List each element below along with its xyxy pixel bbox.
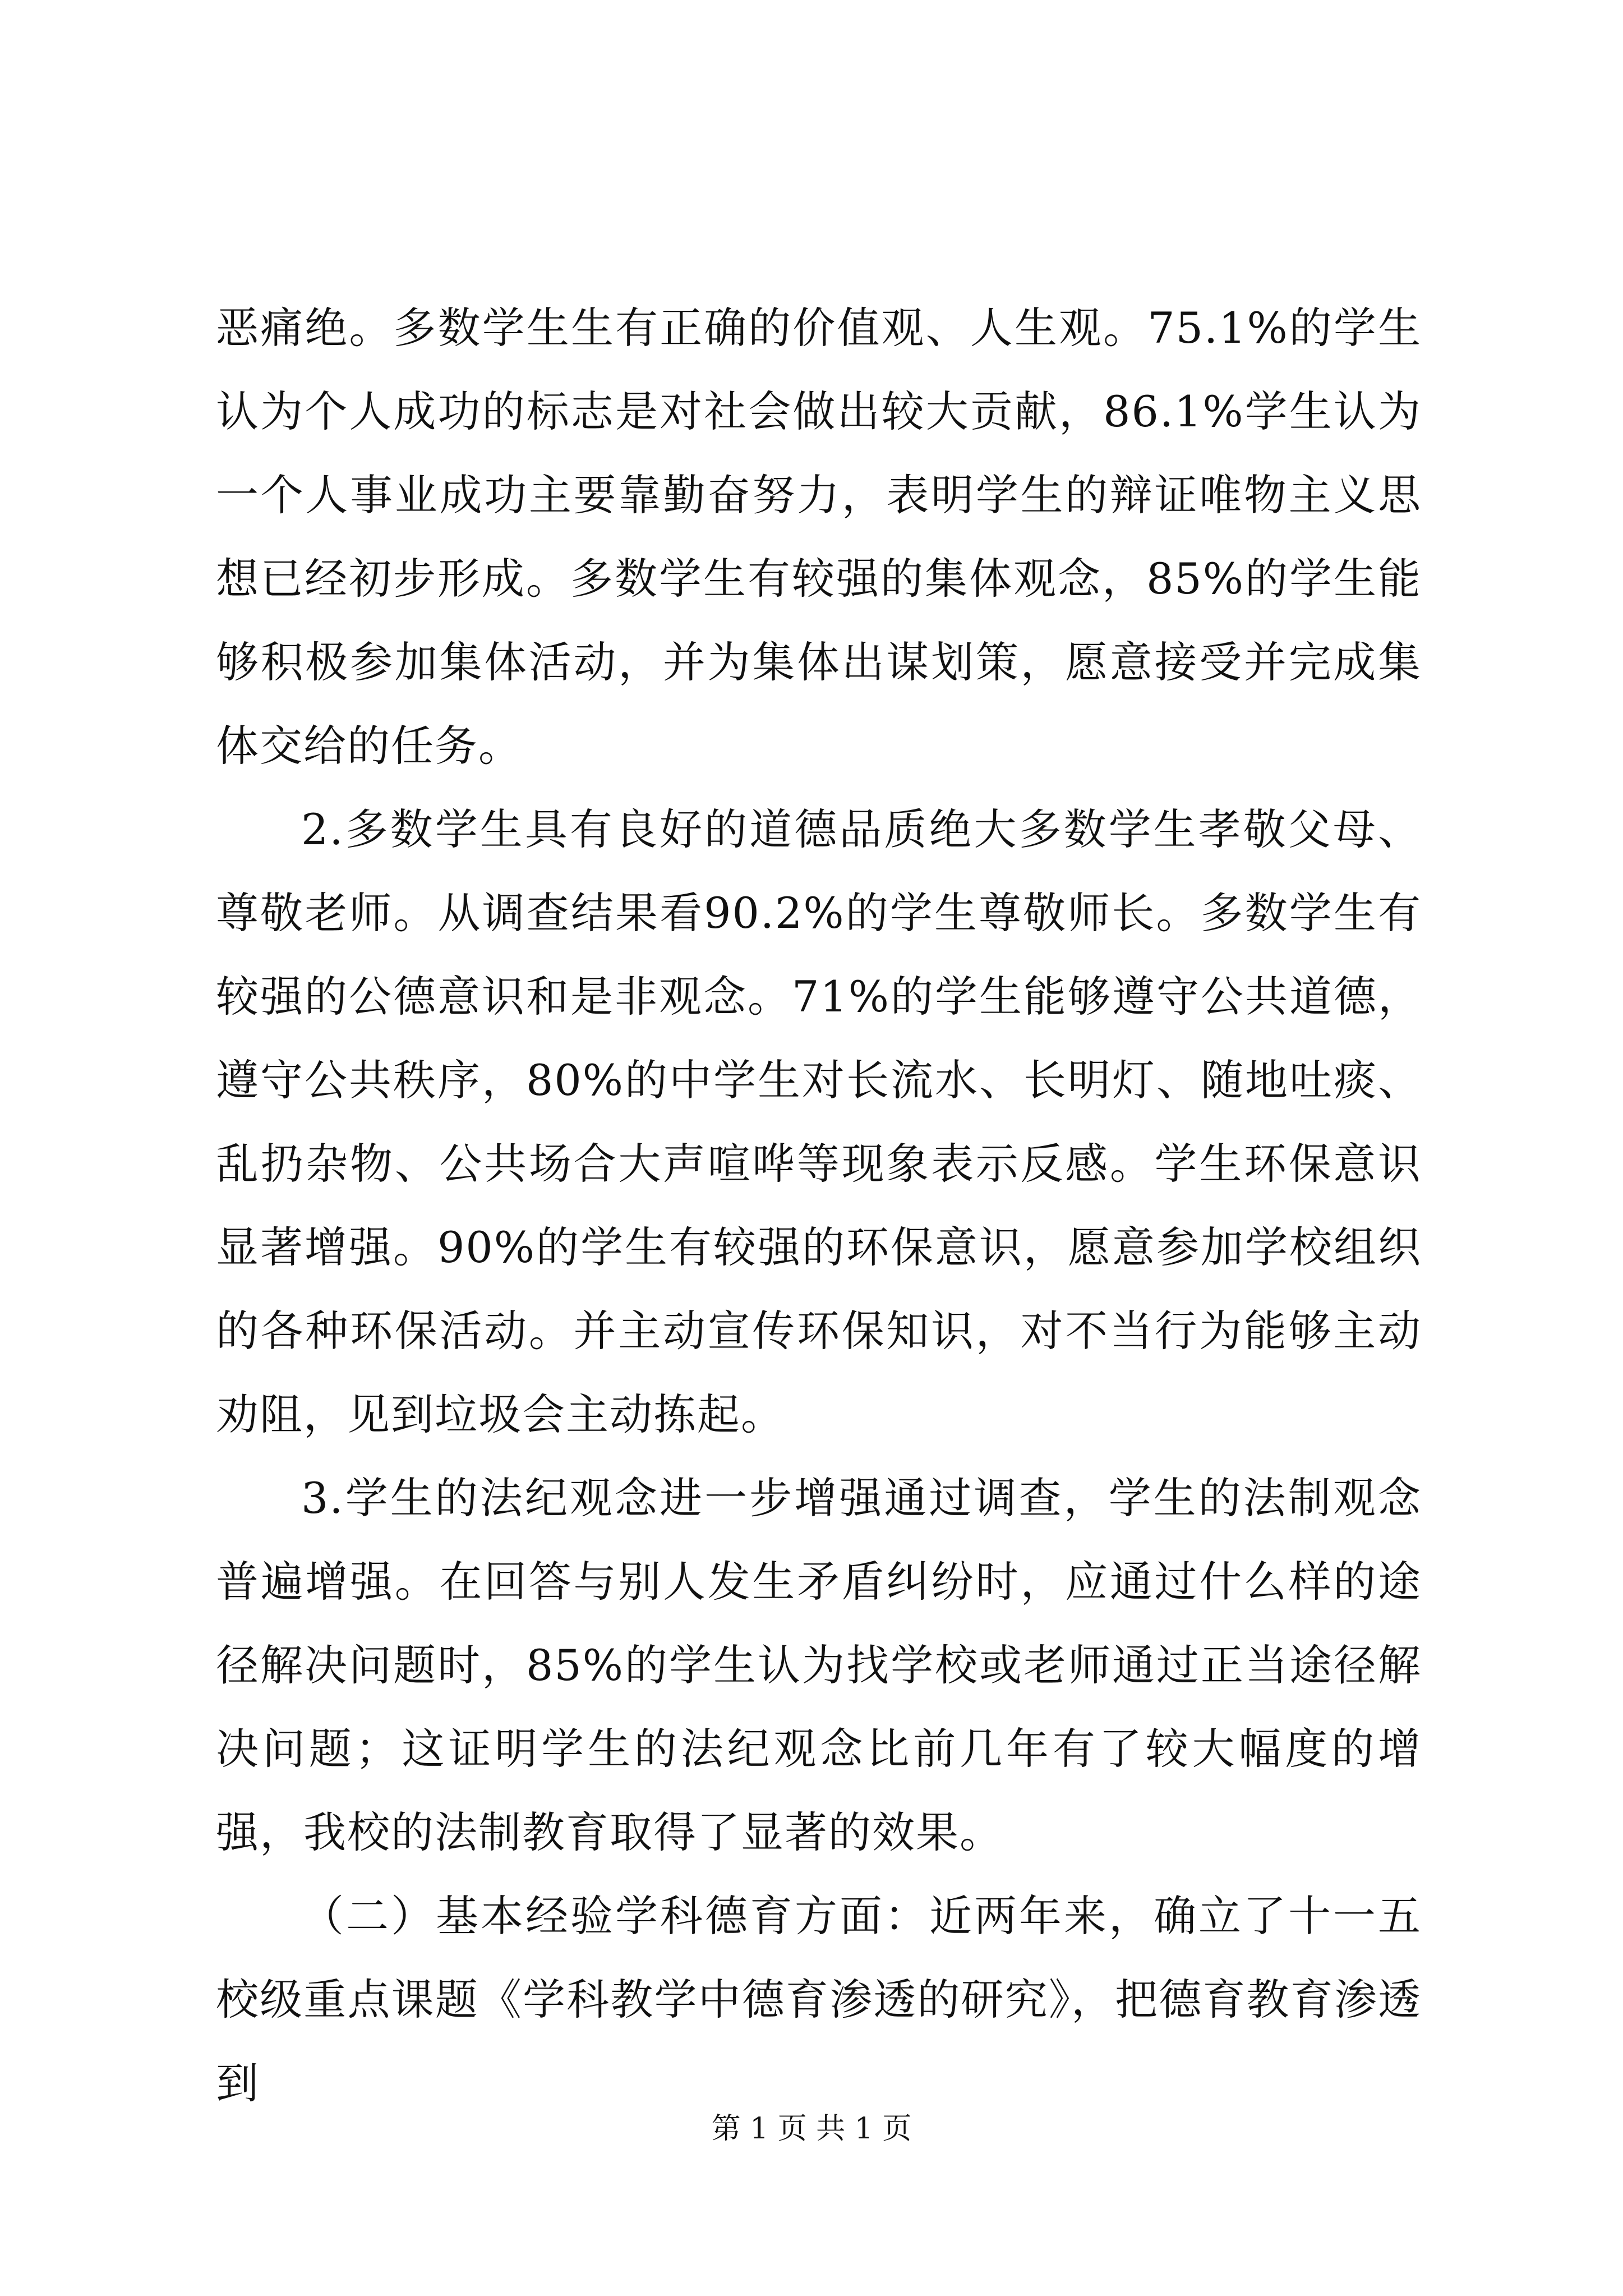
paragraph-continuation: 恶痛绝。多数学生生有正确的价值观、人生观。75.1%的学生认为个人成功的标志是对社会做出较大贡献，86.1%学生认为一个人事业成功主要靠勤奋努力，表明学生的辩证唯物主义思想已经初步形成。多数学生有较强的集体观念，85%的学生能够积极参加集体活动，并为集体出谋划策，愿意接受并完成集体交给的任务。 xyxy=(216,303,1422,771)
paragraph-legal-awareness: 3.学生的法纪观念进一步增强通过调查，学生的法制观念普遍增强。在回答与别人发生矛盾纠纷时，应通过什么样的途径解决问题时，85%的学生认为找学校或老师通过正当途径解决问题；这证明学生的法纪观念比前几年有了较大幅度的增强，我校的法制教育取得了显著的效果。 xyxy=(216,1473,1422,1857)
paragraph-basic-experience: （二）基本经验学科德育方面：近两年来，确立了十一五校级重点课题《学科教学中德育渗透的研究》，把德育教育渗透到 xyxy=(216,1891,1422,2108)
paragraph-moral-quality: 2.多数学生具有良好的道德品质绝大多数学生孝敬父母、尊敬老师。从调查结果看90.2%的学生尊敬师长。多数学生有较强的公德意识和是非观念。71%的学生能够遵守公共道德，遵守公共秩序，80%的中学生对长流水、长明灯、随地吐痰、乱扔杂物、公共场合大声喧哗等现象表示反感。学生环保意识显著增强。90%的学生有较强的环保意识，愿意参加学校组织的各种环保活动。并主动宣传环保知识，对不当行为能够主动劝阻，见到垃圾会主动拣起。 xyxy=(216,804,1422,1439)
page-footer: 第 1 页 共 1 页 xyxy=(711,2112,912,2146)
document-body xyxy=(216,286,1422,2125)
